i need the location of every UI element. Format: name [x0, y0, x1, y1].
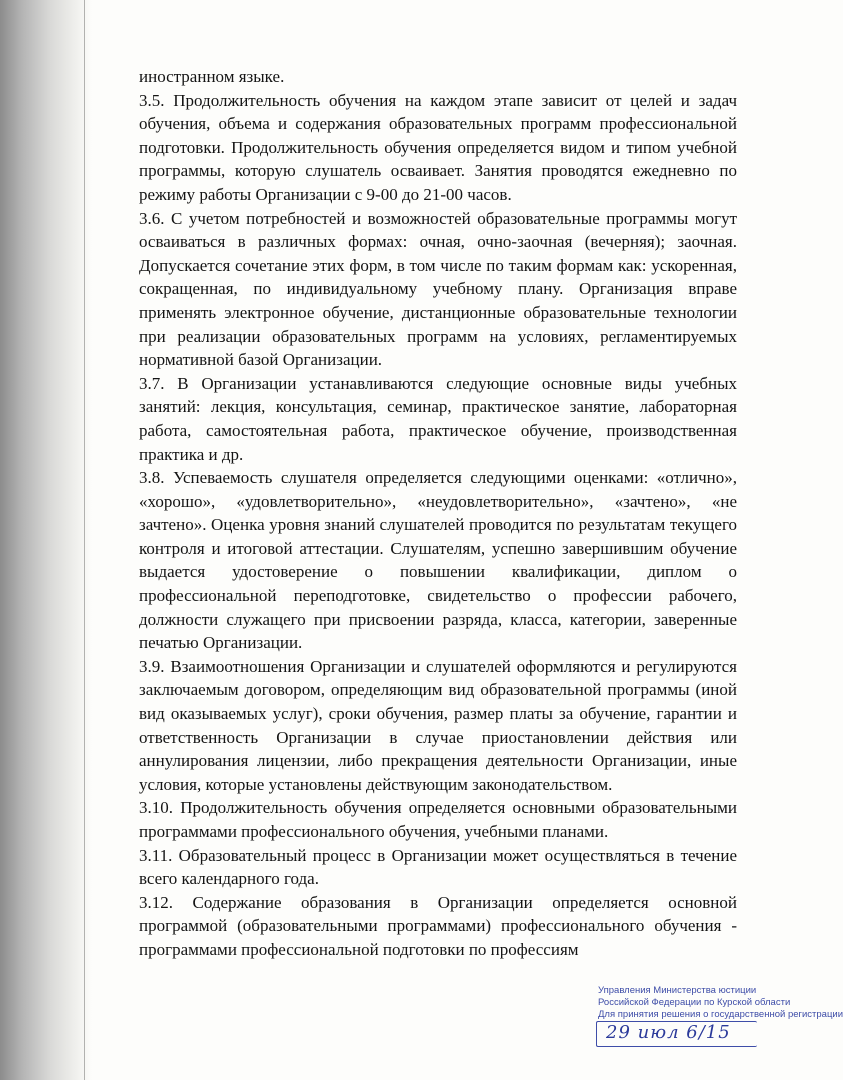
binding-shadow — [0, 0, 92, 1080]
paragraph-3-12: 3.12. Содержание образования в Организации определяется основной программой (образовательными программами) профессионального обучения - программами профессиональной подготовки по профессиям — [139, 892, 737, 959]
binding-edge — [84, 0, 85, 1080]
paragraph-3-9: 3.9. Взаимоотношения Организации и слушателей оформляются и регулируются заключаемым договором, определяющим вид образовательной программы (иной вид оказываемых услуг), сроки обучения, размер платы за обучение, гарантии и ответственность Организации в случае приостановлении действия или аннулирования лицензии, либо прекращения деятельности Организации, иные условия, которые установлены действующим законодательством. — [139, 656, 737, 794]
paragraph-3-10: 3.10. Продолжительность обучения определяется основными образовательными программами профессионального обучения, учебными планами. — [139, 798, 737, 841]
paragraph-3-7: 3.7. В Организации устанавливаются следующие основные виды учебных занятий: лекция, консультация, семинар, практическое занятие, лабораторная работа, самостоятельная работа, практическое обучение, производственная практика и др. — [139, 373, 737, 464]
paragraph-3-11: 3.11. Образовательный процесс в Организации может осуществляться в течение всего календарного года. — [139, 845, 737, 889]
registration-stamp — [598, 985, 843, 1047]
paragraph-3-5: 3.5. Продолжительность обучения на каждом этапе зависит от целей и задач обучения, объема и содержания образовательных программ профессиональной подготовки. Продолжительность обучения определяется видом и типом учебной программы, которую слушатель осваивает. Занятия проводятся ежедневно по режиму работы Организации с 9-00 до 21-00 часов. — [139, 90, 737, 204]
paragraph-3-8: 3.8. Успеваемость слушателя определяется следующими оценками: «отлично», «хорошо», «удовлетворительно», «неудовлетворительно», «зачтено», «не зачтено». Оценка уровня знаний слушателей проводится по результатам текущего контроля и итоговой аттестации. Слушателям, успешно завершившим обучение выдается удостоверение о повышении квалификации, диплом о профессиональной переподготовке, свидетельство о профессии рабочего, должности служащего при присвоении разряда, класса, категории, заверенные печатью Организации. — [139, 468, 737, 653]
document-body — [139, 65, 737, 962]
paragraph-3-4-end: иностранном языке. — [139, 67, 285, 86]
stamp-line-1: Управления Министерства юстиции — [598, 985, 757, 996]
paragraph-3-6: 3.6. С учетом потребностей и возможностей образовательные программы могут осваиваться в различных формах: очная, очно-заочная (вечерняя); заочная. Допускается сочетание этих форм, в том числе по таким формам как: ускоренная, сокращенная, по индивидуальному учебному плану. Организация вправе применять электронное обучение, дистанционные образовательные технологии при реализации образовательных программ на условиях, регламентируемых нормативной базой Организации. — [139, 208, 737, 370]
stamp-line-2: Российской Федерации по Курской области — [598, 997, 791, 1008]
stamp-line-3: Для принятия решения о государственной регистрации — [598, 1009, 843, 1020]
stamp-handwritten-date: 29 июл 6/15 — [606, 1022, 731, 1043]
